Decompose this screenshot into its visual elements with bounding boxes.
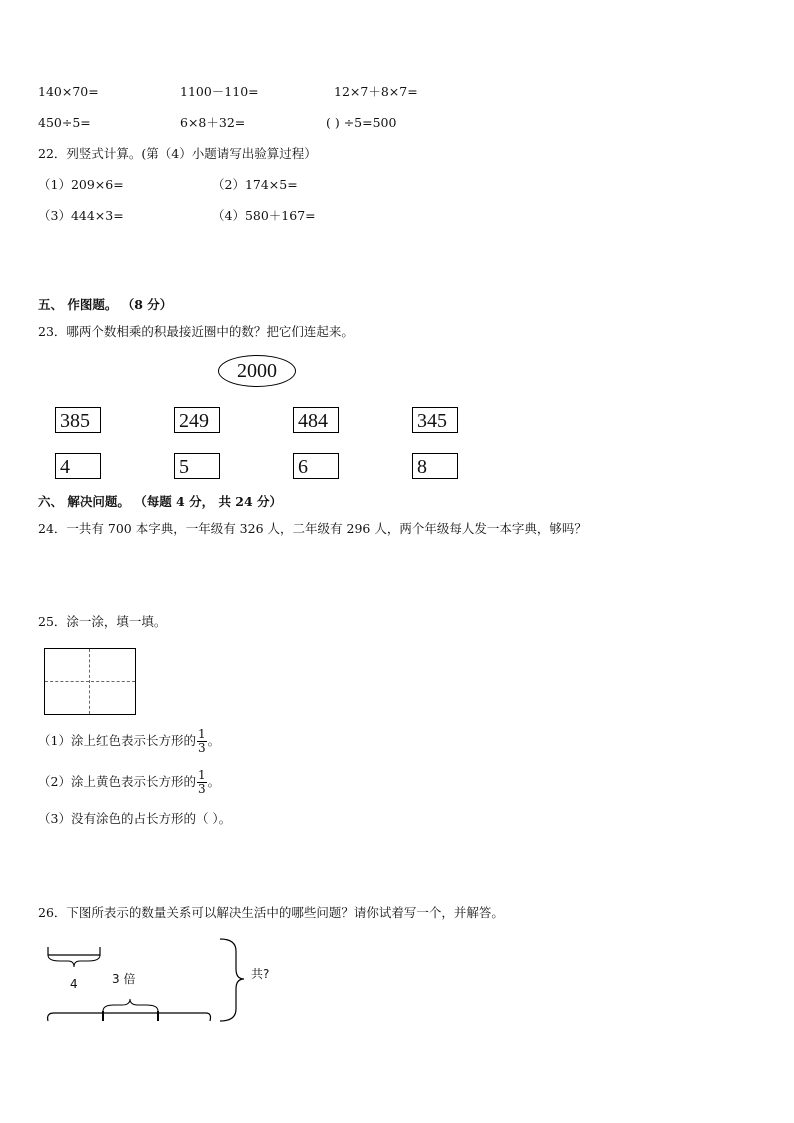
top-number-box: 385 (55, 407, 101, 433)
fraction-numerator: 1 (197, 727, 206, 741)
bottom-number-box: 5 (174, 453, 220, 479)
rectangle-grid (44, 648, 136, 715)
q25-item-1-text: （1）涂上红色表示长方形的 (38, 733, 196, 748)
bottom-number-box: 6 (293, 453, 339, 479)
section-6-heading: 六、 解决问题。 （每题 4 分， 共 24 分） (38, 494, 283, 509)
q22-item-4: （4）580＋167= (212, 208, 316, 223)
fraction (197, 728, 207, 755)
label-small-quantity: 4 (70, 977, 78, 991)
target-oval: 2000 (218, 355, 296, 387)
q22-title: 22．列竖式计算。(第（4）小题请写出验算过程） (38, 146, 317, 161)
calc-2-1: 450÷5= (38, 115, 91, 130)
q25-item-1-end: 。 (207, 733, 221, 748)
q25-item-3: （3）没有涂色的占长方形的（ ）。 (38, 811, 232, 826)
q25-title: 25．涂一涂，填一填。 (38, 614, 167, 629)
calc-1-1: 140×70= (38, 84, 99, 99)
small-segment (48, 947, 100, 955)
q23-title: 23．哪两个数相乘的积最接近圈中的数？把它们连起来。 (38, 324, 354, 339)
bottom-number-box: 8 (412, 453, 458, 479)
calc-1-3: 12×7＋8×7= (334, 84, 418, 99)
calc-1-2: 1100－110= (180, 84, 259, 99)
calc-2-3: ( ) ÷5=500 (326, 115, 397, 130)
q25-item-2-end: 。 (207, 774, 221, 789)
fraction-numerator: 1 (197, 768, 206, 782)
total-brace (220, 939, 244, 1021)
small-brace (48, 955, 100, 967)
q26-title: 26．下图所表示的数量关系可以解决生活中的哪些问题？请你试着写一个，并解答。 (38, 905, 504, 920)
top-number-box: 345 (412, 407, 458, 433)
q25-item-2-text: （2）涂上黄色表示长方形的 (38, 774, 196, 789)
label-total: 共? (251, 967, 270, 981)
large-segment (48, 1013, 211, 1021)
q22-item-3: （3）444×3= (38, 208, 124, 223)
top-number-box: 249 (174, 407, 220, 433)
q22-item-2: （2）174×5= (212, 177, 298, 192)
q22-item-1: （1）209×6= (38, 177, 124, 192)
q24-text: 24．一共有 700 本字典，一年级有 326 人，二年级有 296 人，两个年级每人发一本字典，够吗？ (38, 521, 587, 536)
times-brace (103, 999, 158, 1011)
q25-item-1 (38, 727, 220, 755)
label-times: 3 倍 (112, 972, 136, 986)
top-number-box: 484 (293, 407, 339, 433)
fraction (197, 769, 207, 796)
fraction-denominator: 3 (197, 782, 206, 796)
section-5-heading: 五、 作图题。 （8 分） (38, 297, 173, 312)
grid-divider-horizontal (45, 681, 135, 682)
q25-item-2 (38, 768, 220, 796)
calc-2-2: 6×8＋32= (180, 115, 246, 130)
bottom-number-box: 4 (55, 453, 101, 479)
fraction-denominator: 3 (197, 741, 206, 755)
